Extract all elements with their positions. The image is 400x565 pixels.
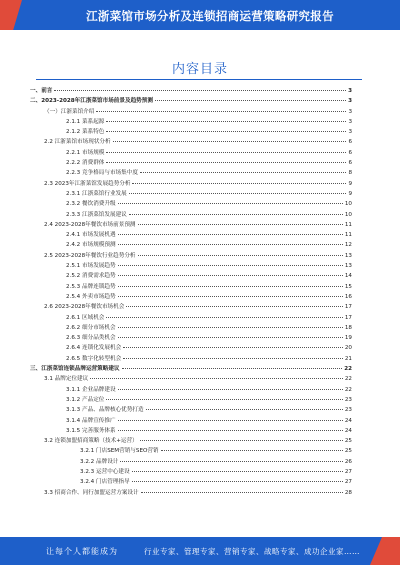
toc-entry[interactable] — [30, 179, 352, 189]
toc-entry[interactable] — [30, 107, 352, 117]
toc-entry[interactable] — [30, 230, 352, 240]
toc-leader-dots — [126, 306, 343, 307]
toc-entry-page: 3 — [348, 129, 352, 136]
toc-leader-dots — [132, 183, 346, 184]
report-title: 江浙菜馆市场分析及连锁招商运营策略研究报告 — [86, 9, 334, 23]
toc-entry-page: 25 — [344, 438, 352, 445]
toc-entry-page: 25 — [344, 448, 352, 455]
toc-entry-label: （一）江浙菜馆介绍 — [44, 108, 95, 115]
toc-entry-page: 14 — [344, 273, 352, 280]
toc-entry-label: 2.2.3 竞争格局与市场集中度 — [66, 170, 138, 177]
toc-entry-page: 16 — [344, 293, 352, 300]
toc-entry-page: 26 — [344, 458, 352, 465]
table-of-contents — [30, 86, 352, 498]
toc-entry-page: 24 — [344, 427, 352, 434]
toc-entry[interactable] — [30, 343, 352, 353]
toc-entry-label: 2.2.1 市场规模 — [66, 149, 105, 156]
toc-entry-label: 3.2.1 门店SEM营销与SEO营销 — [80, 448, 159, 455]
toc-entry-page: 27 — [344, 479, 352, 486]
toc-entry-label: 2.6.4 连锁化发展机会 — [66, 345, 122, 352]
toc-leader-dots — [96, 111, 346, 112]
toc-entry-label: 3.2.2 品牌设计 — [80, 458, 119, 465]
toc-entry[interactable] — [30, 158, 352, 168]
toc-leader-dots — [132, 471, 343, 472]
toc-entry-page: 12 — [344, 242, 352, 249]
toc-entry-label: 2.5.4 外卖市场趋势 — [66, 293, 116, 300]
toc-entry[interactable] — [30, 395, 352, 405]
toc-leader-dots — [54, 90, 346, 91]
toc-entry[interactable] — [30, 271, 352, 281]
footer-slogan-right: 行业专家、管理专家、营销专家、战略专家、成功企业家…… — [144, 547, 360, 556]
toc-entry[interactable] — [30, 210, 352, 220]
toc-entry-label: 2.1.2 菜系特色 — [66, 129, 105, 136]
toc-entry[interactable] — [30, 127, 352, 137]
toc-entry-page: 19 — [344, 335, 352, 342]
toc-leader-dots — [120, 461, 342, 462]
toc-entry[interactable] — [30, 457, 352, 467]
toc-leader-dots — [106, 399, 342, 400]
toc-entry[interactable] — [30, 251, 352, 261]
toc-entry-label: 三、江浙菜馆连锁品牌运营策略建议 — [30, 366, 120, 373]
toc-leader-dots — [106, 162, 346, 163]
toc-entry-label: 3.1 品牌定位建议 — [44, 376, 89, 383]
toc-entry-page: 13 — [344, 263, 352, 270]
toc-leader-dots — [122, 368, 343, 369]
toc-entry-label: 2.2 江浙菜馆市场现状分析 — [44, 139, 111, 146]
toc-entry-label: 2.5 2023-2028年餐饮行业趋势分析 — [44, 252, 136, 259]
toc-entry-label: 2.5.2 消费需求趋势 — [66, 273, 116, 280]
toc-entry-label: 2.3.3 江浙菜馆发展建议 — [66, 211, 127, 218]
toc-entry-label: 2.3 2023年江浙菜馆发展趋势分析 — [44, 180, 131, 187]
toc-entry-page: 6 — [348, 139, 352, 146]
toc-entry[interactable] — [30, 96, 352, 106]
toc-entry[interactable] — [30, 86, 352, 96]
toc-entry[interactable] — [30, 313, 352, 323]
toc-leader-dots — [123, 347, 343, 348]
toc-leader-dots — [140, 172, 346, 173]
toc-entry-label: 2.3.1 江浙菜馆行业发展 — [66, 190, 127, 197]
toc-entry-label: 3.2 连锁加盟招商策略（技术+运营） — [44, 438, 138, 445]
toc-entry[interactable] — [30, 467, 352, 477]
toc-leader-dots — [90, 378, 343, 379]
toc-leader-dots — [118, 265, 343, 266]
toc-entry[interactable] — [30, 385, 352, 395]
toc-entry-page: 18 — [344, 324, 352, 331]
toc-entry-page: 22 — [344, 376, 352, 383]
toc-leader-dots — [118, 296, 343, 297]
toc-entry[interactable] — [30, 292, 352, 302]
toc-entry-page: 24 — [344, 417, 352, 424]
toc-entry[interactable] — [30, 220, 352, 230]
toc-entry-label: 3.1.5 完善服务体系 — [66, 427, 116, 434]
toc-entry-page: 17 — [344, 314, 352, 321]
toc-leader-dots — [129, 193, 347, 194]
toc-entry-page: 6 — [348, 160, 352, 167]
toc-entry-label: 2.6.1 区域机会 — [66, 314, 105, 321]
toc-entry-page: 23 — [344, 396, 352, 403]
toc-entry-label: 2.4.2 市场规模预测 — [66, 242, 116, 249]
report-header-bar — [0, 0, 400, 30]
toc-entry-page: 23 — [344, 407, 352, 414]
toc-entry-label: 3.2.4 门店管理指导 — [80, 479, 130, 486]
toc-entry-label: 3.1.4 品牌宣传推广 — [66, 417, 116, 424]
toc-leader-dots — [106, 131, 346, 132]
toc-leader-dots — [138, 224, 343, 225]
toc-entry[interactable] — [30, 261, 352, 271]
toc-entry-page: 11 — [344, 232, 352, 239]
toc-leader-dots — [123, 358, 343, 359]
toc-entry[interactable] — [30, 168, 352, 178]
toc-entry-label: 2.3.2 餐饮消费升级 — [66, 201, 116, 208]
toc-entry[interactable] — [30, 364, 352, 374]
toc-entry-page: 3 — [348, 118, 352, 125]
toc-entry[interactable] — [30, 405, 352, 415]
toc-leader-dots — [138, 255, 343, 256]
toc-entry[interactable] — [30, 436, 352, 446]
toc-entry-label: 2.6.5 数字化转型机会 — [66, 355, 122, 362]
toc-leader-dots — [118, 286, 343, 287]
toc-entry[interactable] — [30, 426, 352, 436]
toc-entry[interactable] — [30, 240, 352, 250]
toc-entry[interactable] — [30, 477, 352, 487]
toc-entry-page: 11 — [344, 221, 352, 228]
toc-leader-dots — [118, 327, 343, 328]
toc-entry-page: 10 — [344, 201, 352, 208]
toc-entry[interactable] — [30, 354, 352, 364]
toc-entry-page: 9 — [348, 180, 352, 187]
toc-leader-dots — [129, 214, 343, 215]
footer-slogan-left: 让每个人都能成为 — [46, 547, 118, 556]
toc-entry-label: 二、2023-2028年江浙菜馆市场前景及趋势预测 — [30, 98, 153, 105]
toc-entry-label: 2.4 2023-2028年餐饮市场前景预测 — [44, 221, 136, 228]
toc-entry-label: 2.4.1 市场发展机遇 — [66, 232, 116, 239]
toc-entry-page: 22 — [344, 386, 352, 393]
toc-entry[interactable] — [30, 117, 352, 127]
toc-entry-page: 13 — [344, 252, 352, 259]
toc-leader-dots — [155, 100, 346, 101]
toc-entry-page: 3 — [348, 88, 352, 94]
toc-leader-dots — [118, 420, 343, 421]
toc-entry-label: 2.5.3 品牌连锁趋势 — [66, 283, 116, 290]
toc-leader-dots — [146, 409, 343, 410]
toc-leader-dots — [118, 203, 343, 204]
toc-entry-page: 15 — [344, 283, 352, 290]
toc-heading-divider — [36, 79, 362, 80]
toc-entry-label: 3.1.1 企业品牌建设 — [66, 386, 116, 393]
toc-entry[interactable] — [30, 148, 352, 158]
toc-leader-dots — [140, 440, 343, 441]
toc-entry-page: 10 — [344, 211, 352, 218]
toc-entry[interactable] — [30, 416, 352, 426]
toc-entry[interactable] — [30, 302, 352, 312]
toc-entry-page: 6 — [348, 149, 352, 156]
toc-entry-page: 8 — [348, 170, 352, 177]
toc-leader-dots — [118, 234, 343, 235]
toc-leader-dots — [118, 244, 343, 245]
toc-heading: 内容目录 — [171, 62, 228, 77]
toc-leader-dots — [113, 141, 347, 142]
toc-leader-dots — [118, 337, 343, 338]
toc-leader-dots — [118, 275, 343, 276]
toc-entry-page: 3 — [348, 98, 352, 105]
toc-entry[interactable] — [30, 137, 352, 147]
toc-leader-dots — [106, 317, 342, 318]
toc-leader-dots — [132, 481, 343, 482]
toc-leader-dots — [118, 430, 343, 431]
toc-entry-label: 3.2.3 运营中心建设 — [80, 468, 130, 475]
toc-entry-label: 2.1.1 菜系起源 — [66, 118, 105, 125]
toc-entry-label: 2.6 2023-2028年餐饮市场机会 — [44, 304, 125, 311]
toc-entry[interactable] — [30, 199, 352, 209]
toc-entry[interactable] — [30, 189, 352, 199]
toc-entry-label: 3.3 招商合作、同行加盟运营方案设计 — [44, 489, 139, 496]
toc-entry-page: 20 — [344, 345, 352, 352]
toc-entry-page: 21 — [344, 355, 352, 362]
toc-entry[interactable] — [30, 323, 352, 333]
toc-entry-page: 3 — [348, 108, 352, 115]
toc-leader-dots — [118, 389, 343, 390]
toc-entry-page: 17 — [344, 304, 352, 311]
toc-entry[interactable] — [30, 333, 352, 343]
toc-leader-dots — [106, 121, 346, 122]
toc-entry-label: 2.6.3 细分品类机会 — [66, 335, 116, 342]
footer-accent-stripe — [370, 537, 400, 565]
toc-entry-label: 2.2.2 消费群体 — [66, 160, 105, 167]
toc-leader-dots — [141, 492, 343, 493]
report-footer-bar — [0, 537, 400, 565]
toc-entry[interactable] — [30, 488, 352, 498]
toc-entry-label: 3.1.2 产品定位 — [66, 396, 105, 403]
header-accent-stripe — [0, 0, 22, 30]
toc-entry-label: 2.6.2 细分市场机会 — [66, 324, 116, 331]
toc-entry-label: 一、前言 — [30, 88, 53, 94]
toc-leader-dots — [106, 152, 346, 153]
toc-leader-dots — [161, 450, 343, 451]
toc-entry[interactable] — [30, 282, 352, 292]
toc-entry-page: 9 — [348, 190, 352, 197]
toc-entry-page: 28 — [344, 489, 352, 496]
toc-entry[interactable] — [30, 446, 352, 456]
toc-entry-page: 22 — [344, 366, 352, 373]
toc-entry-page: 27 — [344, 468, 352, 475]
toc-entry-label: 2.5.1 市场发展趋势 — [66, 263, 116, 270]
toc-entry-label: 3.1.3 产品、品牌核心优势打造 — [66, 407, 144, 414]
toc-entry[interactable] — [30, 374, 352, 384]
